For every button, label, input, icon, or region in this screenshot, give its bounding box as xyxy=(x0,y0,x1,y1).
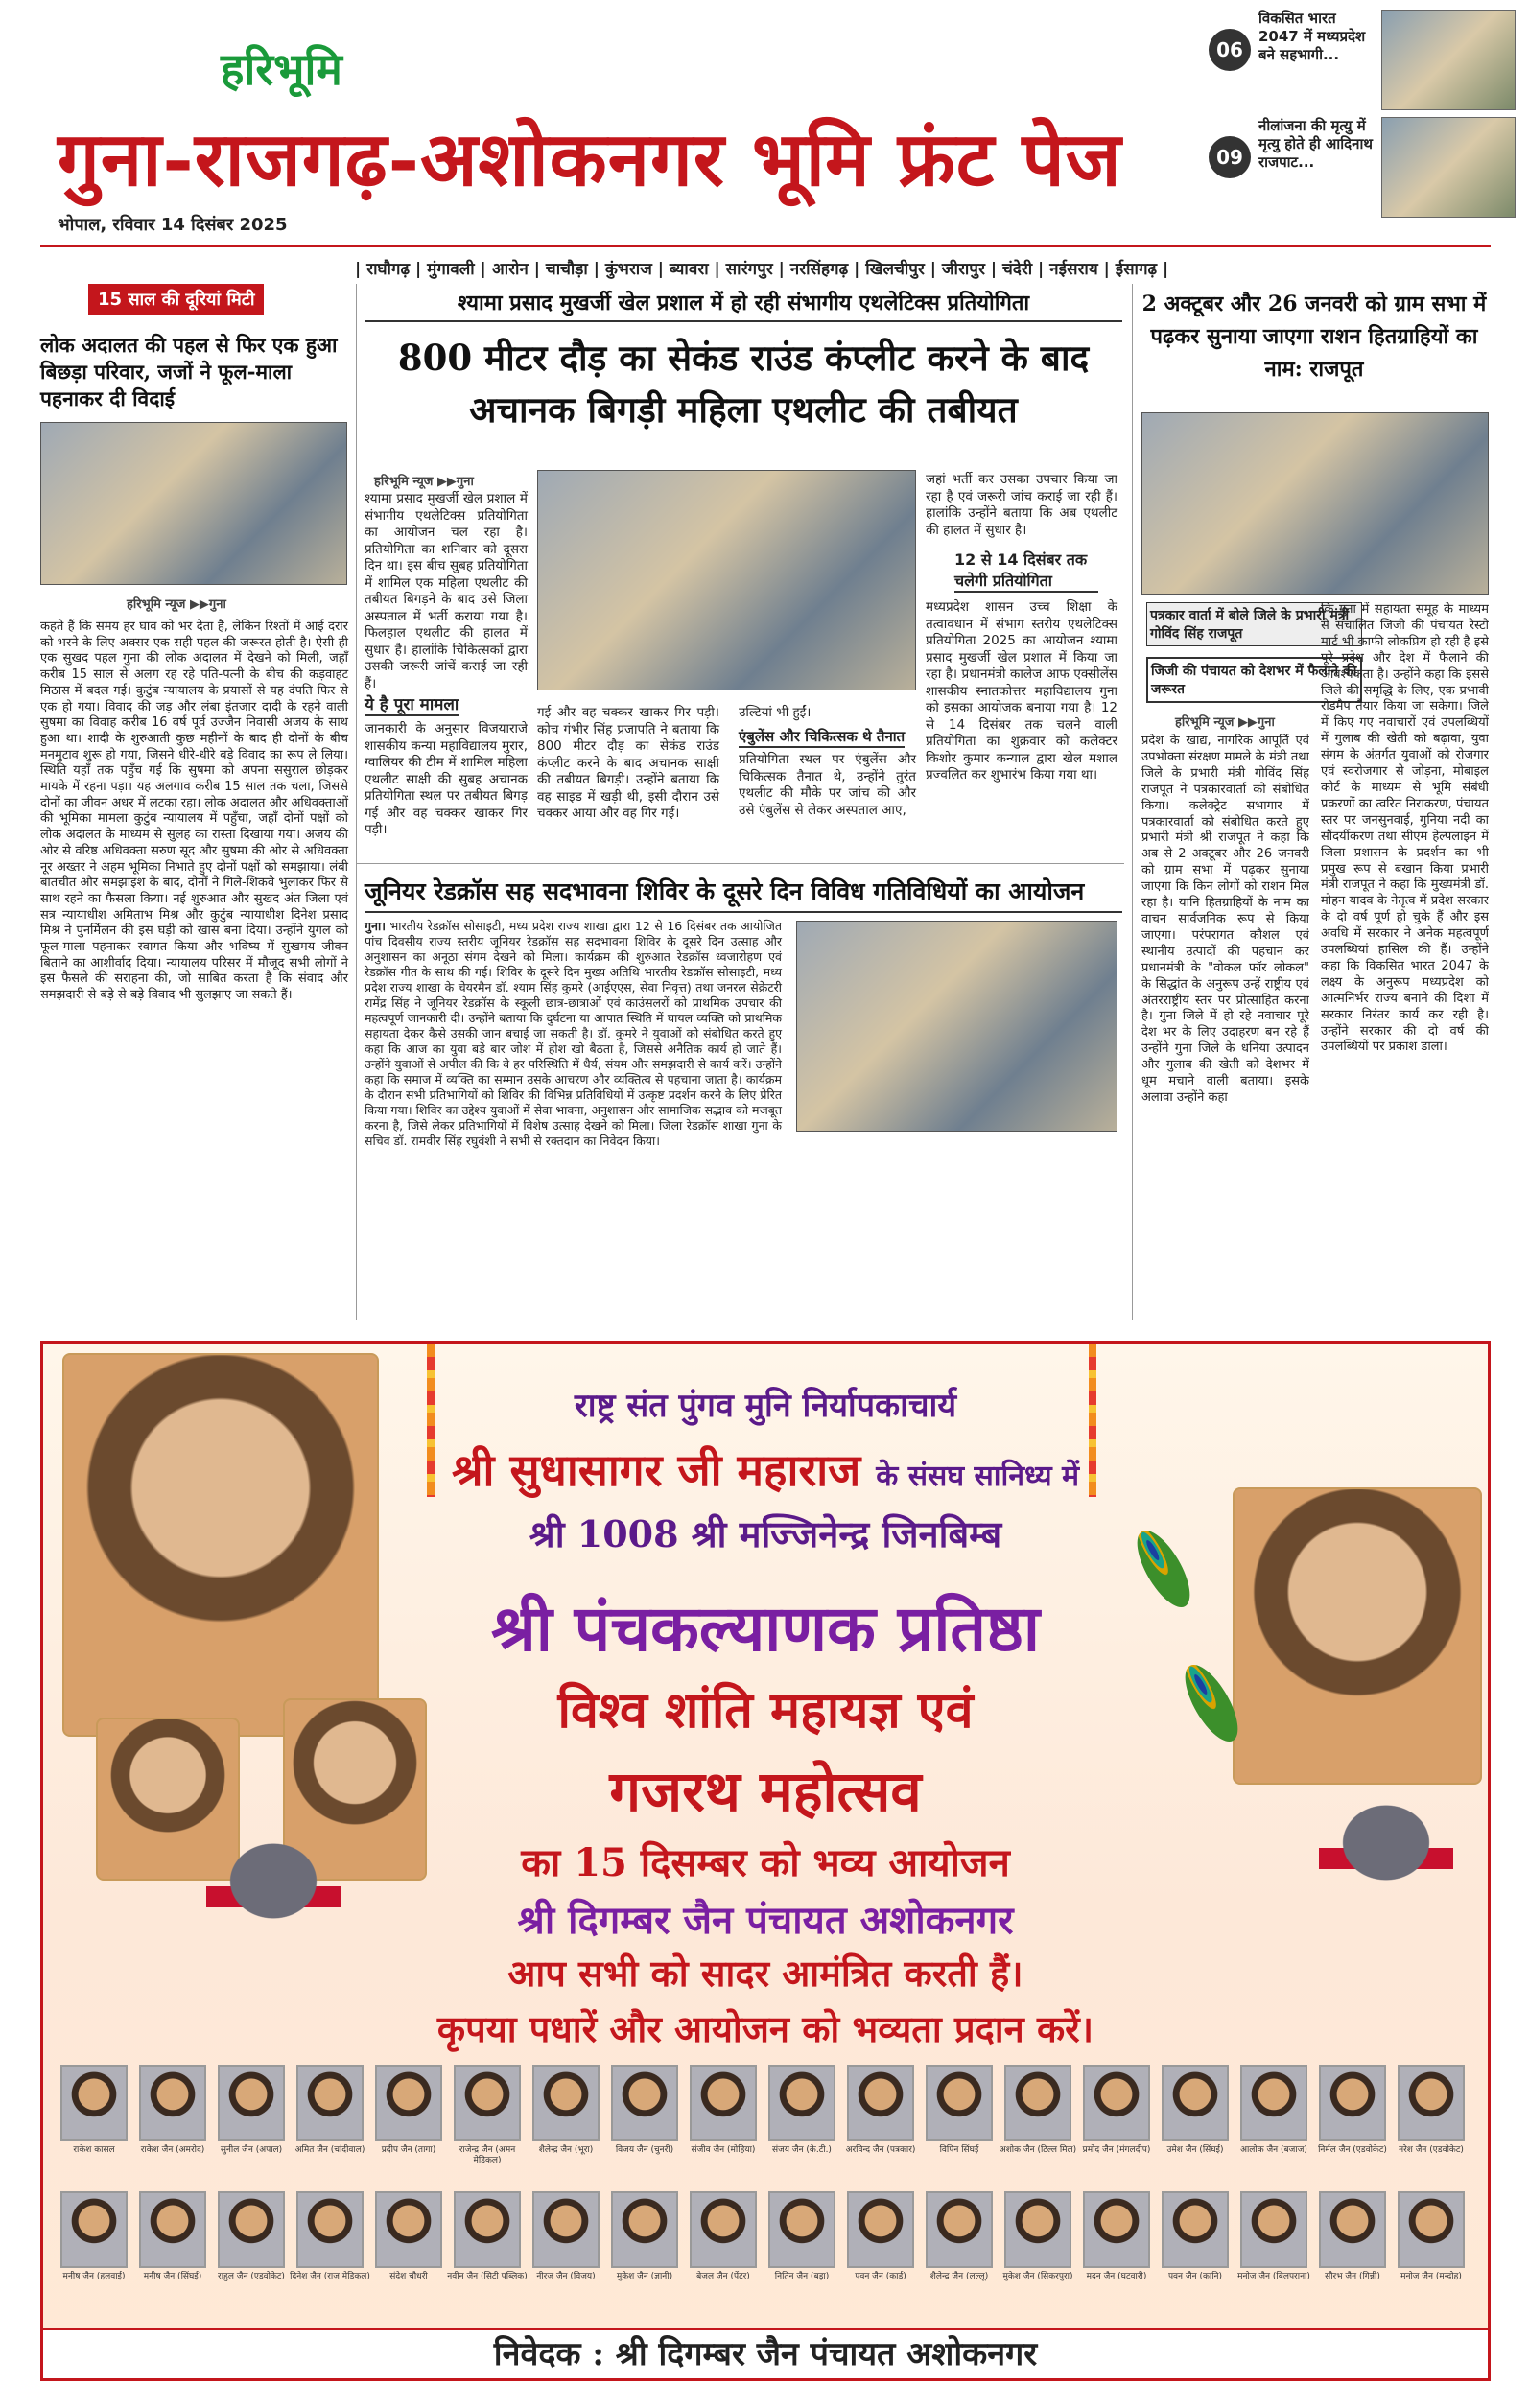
member-name: नीरज जैन (विजय) xyxy=(536,2272,596,2281)
member-name: नरेश जैन (एडवोकेट) xyxy=(1399,2145,1464,2155)
member-portrait xyxy=(611,2065,678,2141)
redcross-body xyxy=(365,919,782,1149)
member-name: मुकेश जैन (सिकरपुरा) xyxy=(1002,2272,1073,2281)
story-col-1b: जानकारी के अनुसार विजयाराजे शासकीय कन्या महाविद्यालय मुरार, ग्वालियर की टीम में शामिल महिला एथलीट साक्षी की सुबह अचानक प्रतियोगिता स्थल पर तबीयत बिगड़ गई और वह चक्कर खाकर गिर पड़ी। xyxy=(365,721,528,836)
member-portrait xyxy=(60,2065,128,2141)
newspaper-logo: हरिभूमि xyxy=(221,43,342,95)
member-portrait xyxy=(218,2191,285,2268)
dateline: भोपाल, रविवार 14 दिसंबर 2025 xyxy=(58,215,288,235)
member-name: अरविन्द जैन (पत्रकार) xyxy=(845,2145,916,2155)
member-name: बेजल जैन (पेंटर) xyxy=(696,2272,750,2281)
story-col-3b: प्रतियोगिता स्थल पर एंबुलेंस और चिकित्सक तैनात थे, उन्होंने तुरंत एथलीट की मौके पर जांच की और उसे एंबुलेंस से लेकर अस्पताल आए, xyxy=(739,752,916,818)
member-name: दिनेश जैन (राज मेडिकल) xyxy=(290,2272,370,2281)
member-name: मनीष जैन (हलवाई) xyxy=(62,2272,126,2281)
member-name: प्रदीप जैन (तागा) xyxy=(381,2145,436,2155)
member-name: पवन जैन (कार्ड) xyxy=(855,2272,906,2281)
story-byline: हरिभूमि न्यूज ▶▶गुना xyxy=(374,475,474,489)
member-name: राकेश जैन (अमरोद) xyxy=(140,2145,205,2155)
story-col-1: श्यामा प्रसाद मुखर्जी खेल प्रशाल में संभागीय एथलेटिक्स प्रतियोगिता का आयोजन चल रहा है। प्रतियोगिता का शनिवार को दूसरा दिन था। इस बीच सुबह प्रतियोगिता में शामिल एक महिला एथलीट की तबीयत बिगड़ने के बाद उसे जिला अस्पताल में भर्ती कराया गया है। फिलहाल एथलीट की हालत में सुधार है। हालांकि चिकित्सकों द्वारा उसकी जरूरी जांचें कराई जा रही हैं। xyxy=(365,491,528,691)
teaser-photo xyxy=(1381,10,1516,110)
member-portrait xyxy=(1319,2191,1386,2268)
member-portrait xyxy=(1398,2065,1465,2141)
right-col-2: कि गुना में सहायता समूह के माध्यम से संचालित जिजी की पंचायत रेस्टो मार्ट भी काफी लोकप्रिय हो रही है इसे पूरे प्रदेश और देश में फैलाने की आवश्यकता है। उन्होंने कहा कि इससे जिले की समृद्धि के लिए, एक प्रभावी रोडमैप तैयार किया जा सकेगा। जिले में किए गए नवाचारों एवं उपलब्धियों में गुलाब की खेती को बढ़ावा, युवा संगम के अंतर्गत युवाओं को रोजगार एवं स्वरोजगार से जोड़ना, मोबाइल कोर्ट के माध्यम से भूमि संबंधी प्रकरणों का त्वरित निराकरण, पंचायत स्तर पर जनसुनवाई, गुनिया नदी का सौंदर्यीकरण तथा सीएम हेल्पलाइन में जिला प्रशासन के प्रदर्शन का भी प्रमुख रूप से बखान किया प्रभारी मंत्री राजपूत ने कहा कि मुख्यमंत्री डॉ. मोहन यादव के नेतृत्व में प्रदेश सरकार के दो वर्ष पूर्ण हो चुके हैं और इस अवधि में सरकार ने अनेक महत्वपूर्ण उपलब्धियां हासिल की हैं। उन्होंने कहा कि विकसित भारत 2047 के लक्ष्य के अनुरूप मध्यप्रदेश को आत्मनिर्भर राज्य बनाने की दिशा में सरकार निरंतर कार्य कर रही है। उन्होंने सरकार की दो वर्ष की उपलब्धियों पर प्रकाश डाला। xyxy=(1321,602,1489,1055)
story-subhead-3: 12 से 14 दिसंबर तक चलेगी प्रतियोगिता xyxy=(954,549,1098,593)
story-col-3: उल्टियां भी हुईं। xyxy=(739,705,812,720)
ad-line-10: कृपया पधारें और आयोजन को भव्यता प्रदान करें। xyxy=(436,2007,1094,2050)
ad-line-2 xyxy=(43,1439,1488,1499)
member-name: संजीव जैन (मोहिया) xyxy=(691,2145,756,2155)
ad-footer: निवेदक : श्री दिगम्बर जैन पंचायत अशोकनगर xyxy=(43,2328,1488,2378)
teaser-2[interactable] xyxy=(1209,117,1516,222)
member-portrait xyxy=(375,2065,442,2141)
member-name: शैलेन्द्र जैन (लल्लू) xyxy=(929,2272,989,2281)
story-col-4b: मध्यप्रदेश शासन उच्च शिक्षा के तत्वावधान में संभाग स्तरीय एथलेटिक्स प्रतियोगिता 2025 का आयोजन श्यामा प्रसाद मुखर्जी खेल प्रशाल में किया जा रहा है। प्रधानमंत्री कालेज आफ एक्सीलेंस शासकीय स्नातकोत्तर महाविद्यालय गुना को इसका आयोजक बनाया गया है। 12 से 14 दिसंबर तक चलने वाली प्रतियोगिता का शुक्रवार को कलेक्टर किशोर कुमार कन्याल द्वारा खेल मशाल प्रज्वलित कर शुभारंभ किया गया था। xyxy=(926,599,1117,783)
member-portrait xyxy=(532,2191,600,2268)
ad-line-7: का 15 दिसम्बर को भव्य आयोजन xyxy=(521,1840,1010,1885)
member-name: संजय जैन (के.टी.) xyxy=(772,2145,832,2155)
member-name: मनोज जैन (बिलपराना) xyxy=(1237,2272,1310,2281)
left-story xyxy=(40,284,357,1320)
ad-line-1: राष्ट्र संत पुंगव मुनि निर्यापकाचार्य xyxy=(574,1387,957,1425)
member-portrait xyxy=(768,2065,835,2141)
member-name: मुकेश जैन (ज्ञानी) xyxy=(616,2272,673,2281)
story-col-4: जहां भर्ती कर उसका उपचार किया जा रहा है एवं जरूरी जांच कराई जा रही हैं। हालांकि उन्होंने बताया कि अब एथलीट की हालत में सुधार है। xyxy=(926,472,1117,538)
member-portrait xyxy=(532,2065,600,2141)
ad-line-5: विश्व शांति महायज्ञ एवं xyxy=(557,1681,974,1740)
member-portrait xyxy=(1240,2065,1307,2141)
member-name: नितिन जैन (बड़ा) xyxy=(774,2272,830,2281)
member-portrait xyxy=(690,2191,757,2268)
member-name: अमित जैन (चांदीवाल) xyxy=(294,2145,365,2155)
member-portrait xyxy=(1162,2065,1229,2141)
redcross-photo xyxy=(796,921,1117,1132)
jain-event-advertisement xyxy=(40,1341,1491,2381)
redcross-headline: जूनियर रेडक्रॉस सह सदभावना शिविर के दूसरे दिन विविध गतिविधियों का आयोजन xyxy=(365,875,1122,913)
member-name: शैलेन्द्र जैन (भूरा) xyxy=(538,2145,594,2155)
story-col-2: गई और वह चक्कर खाकर गिर पड़ी। कोच गंभीर सिंह प्रजापति ने बताया कि 800 मीटर दौड़ का सेकंड राउंड कंप्लीट करने के बाद अचानक साक्षी की तबीयत बिगड़ी। उन्होंने बताया कि वह साइड में खड़ी थी, इसी दौरान उसे चक्कर आया और वह गिर गई। xyxy=(537,705,719,821)
member-name: विजय जैन (चुनरी) xyxy=(615,2145,674,2155)
member-portrait xyxy=(454,2065,521,2141)
divider xyxy=(357,863,1124,864)
member-portrait xyxy=(139,2191,206,2268)
member-portrait xyxy=(847,2065,914,2141)
redcross-text: भारतीय रेडक्रॉस सोसाइटी, मध्य प्रदेश राज्य शाखा द्वारा 12 से 16 दिसंबर तक आयोजित पांच दिवसीय राज्य स्तरीय जूनियर रेडक्रॉस सह सदभावना शिविर के दूसरे दिन उत्साह और अनुशासन का अनूठा संगम देखने को मिला। कार्यक्रम की शुरुआत रेडक्रॉस ध्वजारोहण एवं रेडक्रॉस गीत के साथ की गई। शिविर के दूसरे दिन मुख्य अतिथि भारतीय रेडक्रॉस सोसाइटी, मध्य प्रदेश राज्य शाखा के चेयरमैन डॉ. श्याम सिंह कुमरे (आईएएस, सेवा निवृत्त) तथा जनरल सेक्रेटरी रामेंद्र सिंह ने जूनियर रेडक्रॉस के स्कूली छात्र-छात्राओं एवं काउंसलरों को प्राथमिक उपचार की महत्वपूर्ण जानकारी दी। उन्होंने बताया कि दुर्घटना या आपात स्थिति में घायल व्यक्ति को प्राथमिक सहायता देकर कैसे उसकी जान बचाई जा सकती है। डॉ. कुमरे ने युवाओं को संबोधित करते हुए कहा कि आज का युवा बड़े बार जोश में होश खो बैठता है, जिससे अनैतिक कार्य हो जाते हैं। उन्होंने युवाओं से अपील की कि वे हर परिस्थिति में धैर्य, संयम और समझदारी से कार्य करें। उन्होंने कहा कि समाज में व्यक्ति का सम्मान उसके आचरण और व्यक्तित्व से पहचाना जाता है। कार्यक्रम के दौरान सभी प्रतिभागियों को शिविर की विभिन्न प्रतिविधियों में उत्कृष्ट प्रदर्शन करने के लिए प्रेरित किया गया। शिविर का उद्देश्य युवाओं में सेवा भावना, अनुशासन और सामाजिक सद्भाव को मजबूत करना है, जिसे लेकर प्रतिभागियों में विशेष उत्साह देखने को मिला। जिला रेडक्रॉस शाखा गुना के सचिव डॉ. रामवीर सिंह रघुवंशी ने सभी से रक्तदान का निवेदन किया। xyxy=(365,919,782,1148)
member-name: निर्मल जैन (एडवोकेट) xyxy=(1318,2145,1387,2155)
member-name: उमेश जैन (सिंघई) xyxy=(1166,2145,1224,2155)
teaser-photo xyxy=(1381,117,1516,218)
photo-caption: पत्रकार वार्ता में बोले जिले के प्रभारी मंत्री गोविंद सिंह राजपूत xyxy=(1146,602,1362,646)
member-portrait xyxy=(1004,2191,1071,2268)
story-kicker: श्यामा प्रसाद मुखर्जी खेल प्रशाल में हो रही संभागीय एथलेटिक्स प्रतियोगिता xyxy=(365,288,1122,322)
member-portrait xyxy=(375,2191,442,2268)
page-title: गुना-राजगढ़-अशोकनगर भूमि फ्रंट पेज xyxy=(58,116,1122,203)
ad-line-3: श्री 1008 श्री मज्जिनेन्द्र जिनबिम्ब xyxy=(529,1512,1002,1555)
member-portrait xyxy=(1319,2065,1386,2141)
member-name: सौरभ जैन (गिन्नी) xyxy=(1325,2272,1380,2281)
member-portrait xyxy=(1398,2191,1465,2268)
member-portrait xyxy=(454,2191,521,2268)
teaser-text: नीलांजना की मृत्यु में मृत्यु होते ही आदिनाथ राजपाट... xyxy=(1258,117,1373,171)
member-name: संदेश चौधरी xyxy=(389,2272,428,2281)
member-portrait xyxy=(218,2065,285,2141)
guru-subtitle: के संसघ सानिध्य में xyxy=(876,1460,1080,1493)
member-name: नवीन जैन (सिटी पब्लिक) xyxy=(447,2272,528,2281)
member-name: विपिन सिंघई xyxy=(939,2145,979,2155)
athlete-photo xyxy=(537,470,916,690)
ad-event-title: श्री पंचकल्याणक प्रतिष्ठा xyxy=(490,1591,1041,1666)
member-name: राकेश कासल xyxy=(73,2145,115,2155)
teaser-text: विकसित भारत 2047 में मध्यप्रदेश बने सहभागी... xyxy=(1258,10,1366,63)
ad-line-6: गजरथ महोत्सव xyxy=(609,1759,922,1824)
story-body: कहते हैं कि समय हर घाव को भर देता है, लेकिन रिश्तों में आई दरार को भरने के लिए अक्सर एक सही पहल की जरूरत होती है। ऐसी ही एक सुखद पहल गुना की लोक अदालत में देखने को मिली, जहाँ करीब 15 साल से अलग रह रहे पति-पत्नी के बीच की कड़वाहट मिठास में बदल गई। कुटुंब न्यायालय के प्रयासों से यह दंपति फिर से एक हो गया। विवाद की जड़ और लंबा इंतजार दादी के रहने वाली सुषमा का विवाह करीब 16 वर्ष पूर्व उज्जैन निवासी अजय के साथ हुआ था। शादी के शुरुआती कुछ महीनों के बाद ही दोनों के बीच मनमुटाव शुरू हो गया, जिसने धीरे-धीरे बड़े विवाद का रूप ले लिया। स्थिति यहाँ तक पहुँच गई कि सुषमा को अपना ससुराल छोड़कर मायके में रहना पड़ा। यह अलगाव करीब 15 साल तक चला, जिससे दोनों का जीवन अधर में लटका रहा। लोक अदालत और अधिवक्ताओं की भूमिका मामला कुटुंब न्यायालय में पहुँचा, जहाँ दोनों पक्षों को लोक अदालत के माध्यम से सुलह का रास्ता दिखाया गया। अजय की ओर से वरिष्ठ अधिवक्ता सरुण सूद और सुषमा की ओर से अधिवक्ता नूर अख्तर ने अहम भूमिका निभाते हुए दोनों पक्षों को समझाया। लंबी बातचीत और समझाइश के बाद, दोनों ने गिले-शिकवे भुलाकर फिर से साथ रहने का फैसला किया। नई शुरुआत और सुखद अंत जिला एवं सत्र न्यायाधीश अमिताभ मिश्र और कुटुंब न्यायाधीश दिनेश प्रसाद मिश्र ने पुनर्मिलन की इस घड़ी को खास बना दिया। उन्होंने युगल को फूल-माला पहनाकर स्वागत किया और भविष्य में सुखमय जीवन बिताने का आशीर्वाद दिया। न्यायालय परिसर में मौजूद सभी लोगों ने इस फैसले की सराहना की, जो साबित करता है कि संवाद और समझदारी से बड़े से बड़े विवाद भी सुलझाए जा सकते हैं। xyxy=(40,620,348,1003)
member-name: मदन जैन (घटवारी) xyxy=(1086,2272,1147,2281)
redcross-dateline: गुना। xyxy=(365,919,386,933)
right-headline: 2 अक्टूबर और 26 जनवरी को ग्राम सभा में पढ़कर सुनाया जाएगा राशन हितग्राहियों का नाम: राजपूत xyxy=(1141,292,1487,382)
member-portrait xyxy=(1083,2065,1150,2141)
teaser-page-number: 06 xyxy=(1209,29,1251,71)
member-name: राजेन्द्र जैन (अमन मेडिकल) xyxy=(459,2145,516,2165)
press-conference-photo xyxy=(1141,412,1489,595)
story-label: 15 साल की दूरियां मिटी xyxy=(88,284,264,315)
member-portrait xyxy=(1004,2065,1071,2141)
member-portrait xyxy=(1162,2191,1229,2268)
member-portrait xyxy=(296,2065,364,2141)
story-byline: हरिभूमि न्यूज ▶▶गुना xyxy=(1175,715,1275,730)
member-portrait xyxy=(768,2191,835,2268)
city-strip: | राघौगढ़ | मुंगावली | आरोन | चाचौड़ा | कुंभराज | ब्यावरा | सारंगपुर | नरसिंहगढ़ | खिलचीपुर | जीरापुर | चंदेरी | नईसराय | ईसागढ़ | xyxy=(355,260,1169,279)
member-name: मनीष जैन (सिंघई) xyxy=(143,2272,202,2281)
member-name: अशोक जैन (टिल्ल मिल) xyxy=(999,2145,1077,2155)
story-byline: हरिभूमि न्यूज ▶▶गुना xyxy=(127,597,226,612)
member-name: आलोक जैन (बजाज) xyxy=(1240,2145,1307,2155)
ad-line-8: श्री दिगम्बर जैन पंचायत अशोकनगर xyxy=(517,1898,1014,1943)
member-portrait xyxy=(926,2065,993,2141)
masthead-rule xyxy=(40,245,1491,247)
member-portrait xyxy=(611,2191,678,2268)
member-portrait xyxy=(926,2191,993,2268)
member-name: मनोज जैन (मन्दोह) xyxy=(1400,2272,1462,2281)
member-name: सुनील जैन (अपाल) xyxy=(220,2145,283,2155)
right-col-1: प्रदेश के खाद्य, नागरिक आपूर्ति एवं उपभोक्ता संरक्षण मामले के मंत्री तथा जिले के प्रभारी मंत्री गोविंद सिंह राजपूत ने पत्रकारवार्ता को संबोधित किया। कलेक्ट्रेट सभागार में पत्रकारवार्ता को संबोधित करते हुए प्रभारी मंत्री श्री राजपूत ने कहा कि अब से 2 अक्टूबर और 26 जनवरी को ग्राम सभा में पढ़कर सुनाया जाएगा कि किन लोगों को राशन मिल रहा है। यानि हितग्राहियों के नाम का वाचन सार्वजनिक रूप से किया जाएगा। परंपरागत कौशल एवं स्थानीय उत्पादों की पहचान कर प्रधानमंत्री के "वोकल फॉर लोकल" के सिद्धांत के अनुरूप उन्हें राष्ट्रीय एवं अंतरराष्ट्रीय स्तर पर प्रोत्साहित करना है। गुना जिले में हो रहे नवाचार पूरे देश भर के लिए उदाहरण बन रहे हैं उन्होंने गुना जिले के धनिया उत्पादन और गुलाब की खेती को देशभर में धूम मचाने वाली बताया। इसके अलावा उन्होंने कहा xyxy=(1141,734,1309,1105)
subheading-box: जिजी की पंचायत को देशभर में फैलाने की जरूरत xyxy=(1146,657,1362,703)
member-name: पवन जैन (कानि) xyxy=(1167,2272,1223,2281)
ad-line-9: आप सभी को सादर आमंत्रित करती हैं। xyxy=(507,1952,1023,1995)
teaser-page-number: 09 xyxy=(1209,136,1251,178)
member-portrait xyxy=(60,2191,128,2268)
member-portrait xyxy=(296,2191,364,2268)
member-portrait xyxy=(1240,2191,1307,2268)
member-portrait xyxy=(847,2191,914,2268)
story-headline: 800 मीटर दौड़ का सेकंड राउंड कंप्लीट करने के बाद अचानक बिगड़ी महिला एथलीट की तबीयत xyxy=(397,337,1090,431)
story-photo xyxy=(40,422,347,585)
main-story xyxy=(365,288,1122,435)
teaser-1[interactable] xyxy=(1209,10,1516,115)
story-headline: लोक अदालत की पहल से फिर एक हुआ बिछड़ा परिवार, जजों ने फूल-माला पहनाकर दी विदाई xyxy=(40,333,338,410)
guru-name: श्री सुधासागर जी महाराज xyxy=(451,1444,861,1496)
story-subhead-1: ये है पूरा मामला xyxy=(365,692,459,716)
member-portrait xyxy=(690,2065,757,2141)
member-name: राहुल जैन (एडवोकेट) xyxy=(218,2272,285,2281)
member-name: प्रमोद जैन (मंगलदीप) xyxy=(1082,2145,1151,2155)
member-portrait xyxy=(139,2065,206,2141)
story-subhead-2: एंबुलेंस और चिकित्सक थे तैनात xyxy=(739,727,905,748)
member-portrait xyxy=(1083,2191,1150,2268)
